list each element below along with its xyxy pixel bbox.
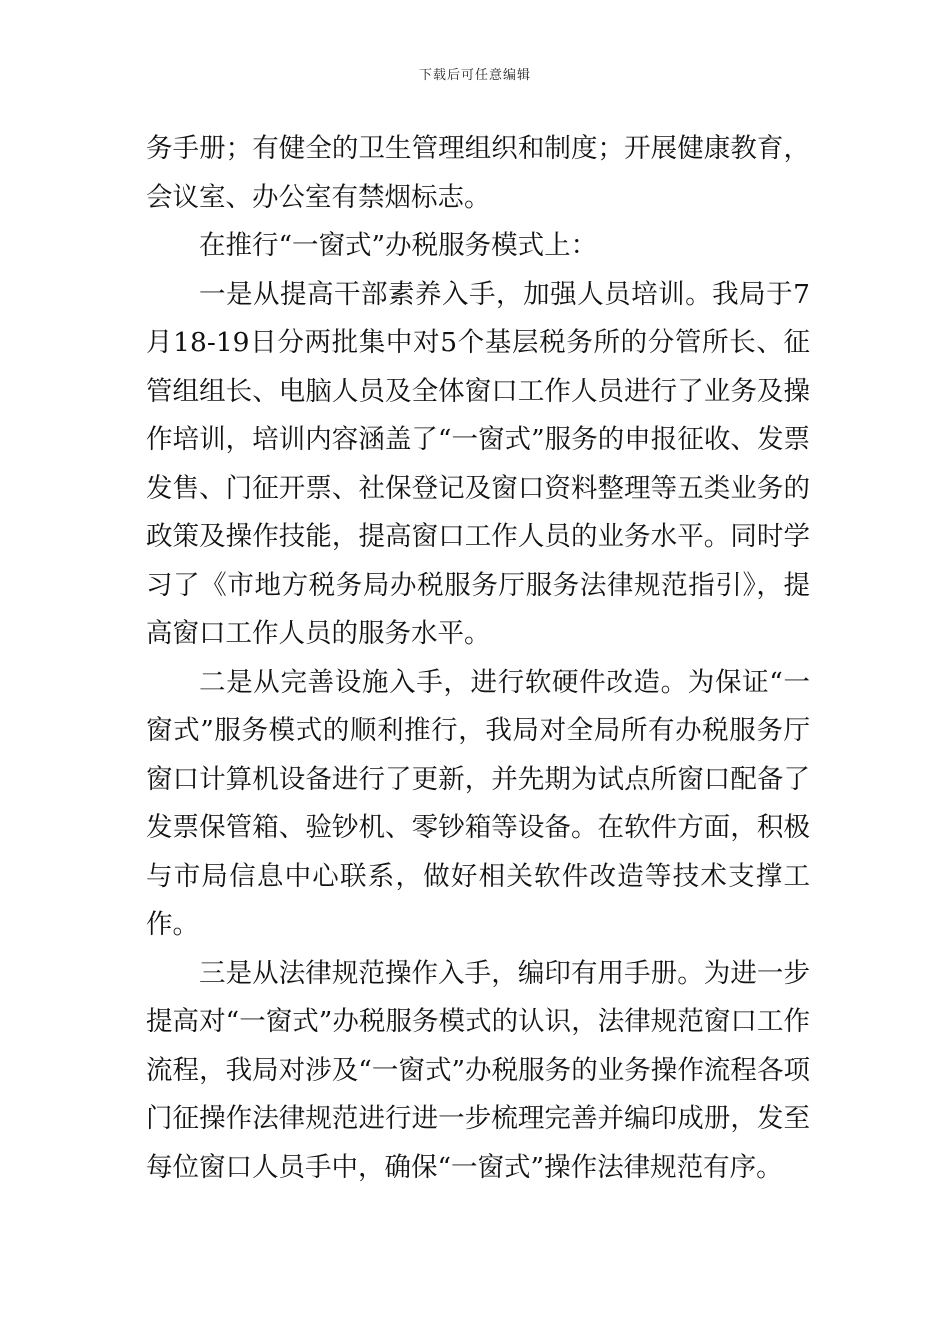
paragraph-continuation: 务手册；有健全的卫生管理组织和制度；开展健康教育，会议室、办公室有禁烟标志。 bbox=[146, 133, 810, 213]
paragraph-item-three: 三是从法律规范操作入手，编印有用手册。为进一步提高对“一窗式”办税服务模式的认识，法律规范窗口工作流程，我局对涉及“一窗式”办税服务的业务操作流程各项门征操作法律规范进行进一步梳理完善并编印成册，发至每位窗口人员手中，确保“一窗式”操作法律规范有序。 bbox=[146, 957, 810, 1183]
page-header-note: 下载后可任意编辑 bbox=[418, 68, 531, 83]
paragraph-item-two: 二是从完善设施入手，进行软硬件改造。为保证“一窗式”服务模式的顺利推行，我局对全局所有办税服务厅窗口计算机设备进行了更新，并先期为试点所窗口配备了发票保管箱、验钞机、零钞箱等设备。在软件方面，积极与市局信息中心联系，做好相关软件改造等技术支撑工作。 bbox=[146, 666, 810, 940]
paragraph-section-intro: 在推行“一窗式”办税服务模式上： bbox=[199, 230, 598, 261]
paragraph-item-one: 一是从提高干部素养入手，加强人员培训。我局于7月18-19日分两批集中对5个基层税务所的分管所长、征管组组长、电脑人员及全体窗口工作人员进行了业务及操作培训，培训内容涵盖了“一窗式”服务的申报征收、发票发售、门征开票、社保登记及窗口资料整理等五类业务的政策及操作技能，提高窗口工作人员的业务水平。同时学习了《市地方税务局办税服务厅服务法律规范指引》，提高窗口工作人员的服务水平。 bbox=[146, 278, 810, 649]
document-body bbox=[146, 125, 810, 1192]
